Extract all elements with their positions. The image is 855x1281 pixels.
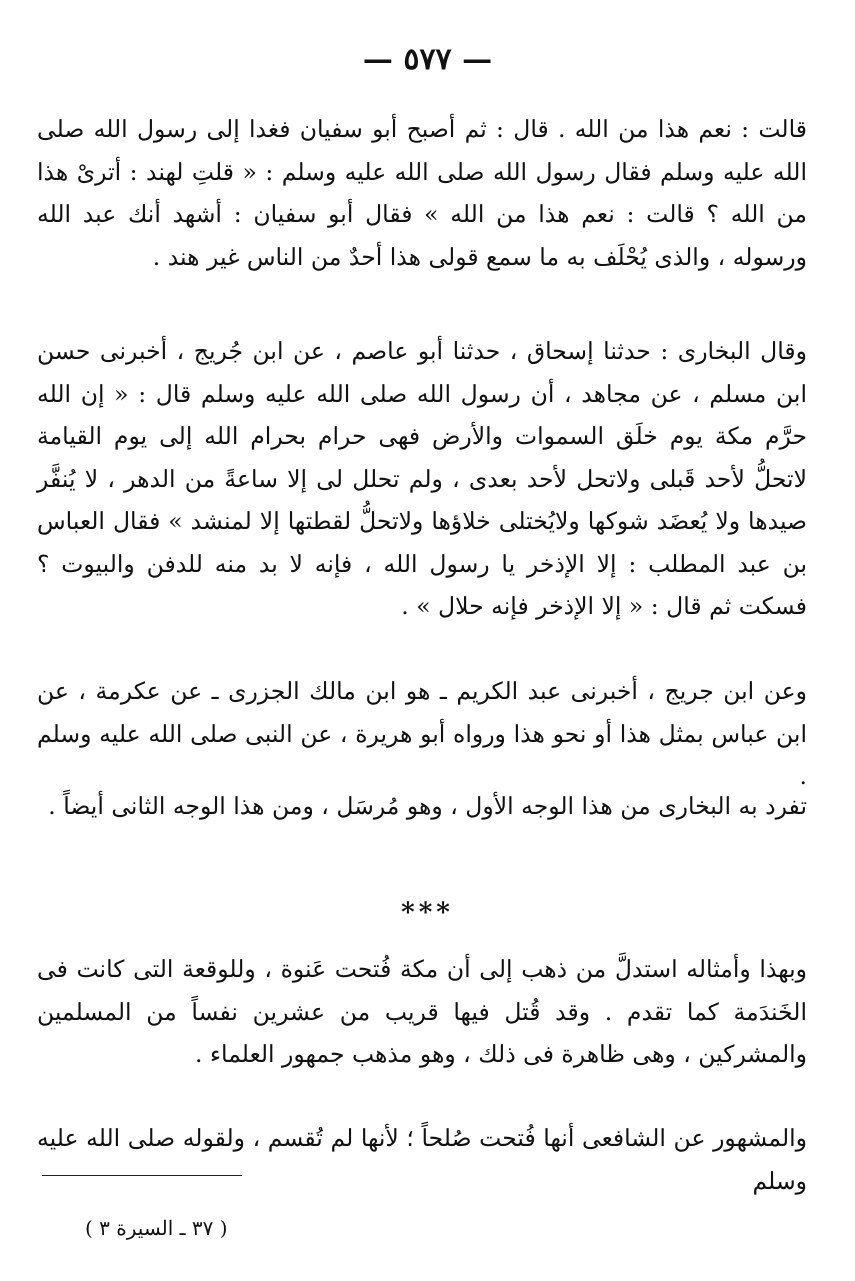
page-number: — ٥٧٧ — (362, 42, 493, 77)
paragraph-4: تفرد به البخارى من هذا الوجه الأول ، وهو مُرسَل ، ومن هذا الوجه الثانى أيضاً . (48, 792, 807, 820)
signature-mark: ( ٣٧ ـ السيرة ٣ ) (85, 1216, 228, 1240)
section-separator: *** (401, 898, 454, 928)
paragraph-6: والمشهور عن الشافعى أنها فُتحت صُلحاً ؛ لأنها لم تُقسم ، ولقوله صلى الله عليه وسلم (37, 1124, 807, 1195)
paragraph-2: وقال البخارى : حدثنا إسحاق ، حدثنا أبو عاصم ، عن ابن جُريج ، أخبرنى حسن ابن مسلم ، عن مجاهد ، أن رسول الله صلى الله عليه وسلم قال : « إن الله حرَّم مكة يوم خلَق السموات والأرض فهى حرام بحرام الله إلى يوم القيامة لاتحلُّ لأحد قَبلى ولاتحل لأحد بعدى ، ولم تحلل لى إلا ساعةً من الدهر ، لا يُنفَّر صيدها ولا يُعضَد شوكها ولايُختلى خلاؤها ولاتحلُّ لقطتها إلا لمنشد » فقال العباس بن عبد المطلب : إلا الإذخر يا رسول الله ، فإنه لا بد منه للدفن والبيوت ؟ فسكت ثم قال : « إلا الإذخر فإنه حلال » . (37, 337, 807, 620)
paragraph-1: قالت : نعم هذا من الله . قال : ثم أصبح أبو سفيان فغدا إلى رسول الله صلى الله عليه وسلم فقال رسول الله صلى الله عليه وسلم : « قلتِ لهند : أترىْ هذا من الله ؟ قالت : نعم هذا من الله » فقال أبو سفيان : أشهد أنك عبد الله ورسوله ، والذى يُحْلَف به ما سمع قولى هذا أحدٌ من الناس غير هند . (37, 115, 807, 271)
paragraph-3: وعن ابن جريج ، أخبرنى عبد الكريم ـ هو ابن مالك الجزرى ـ عن عكرمة ، عن ابن عباس بمثل هذا أو نحو هذا ورواه أبو هريرة ، عن النبى صلى الله عليه وسلم . (37, 677, 807, 790)
footnote-rule (42, 1175, 242, 1176)
paragraph-5: وبهذا وأمثاله استدلَّ من ذهب إلى أن مكة فُتحت عَنوة ، وللوقعة التى كانت فى الخَندَمة كما تقدم . وقد قُتل فيها قريب من عشرين نفساً من المسلمين والمشركين ، وهى ظاهرة فى ذلك ، وهو مذهب جمهور العلماء . (37, 955, 807, 1068)
